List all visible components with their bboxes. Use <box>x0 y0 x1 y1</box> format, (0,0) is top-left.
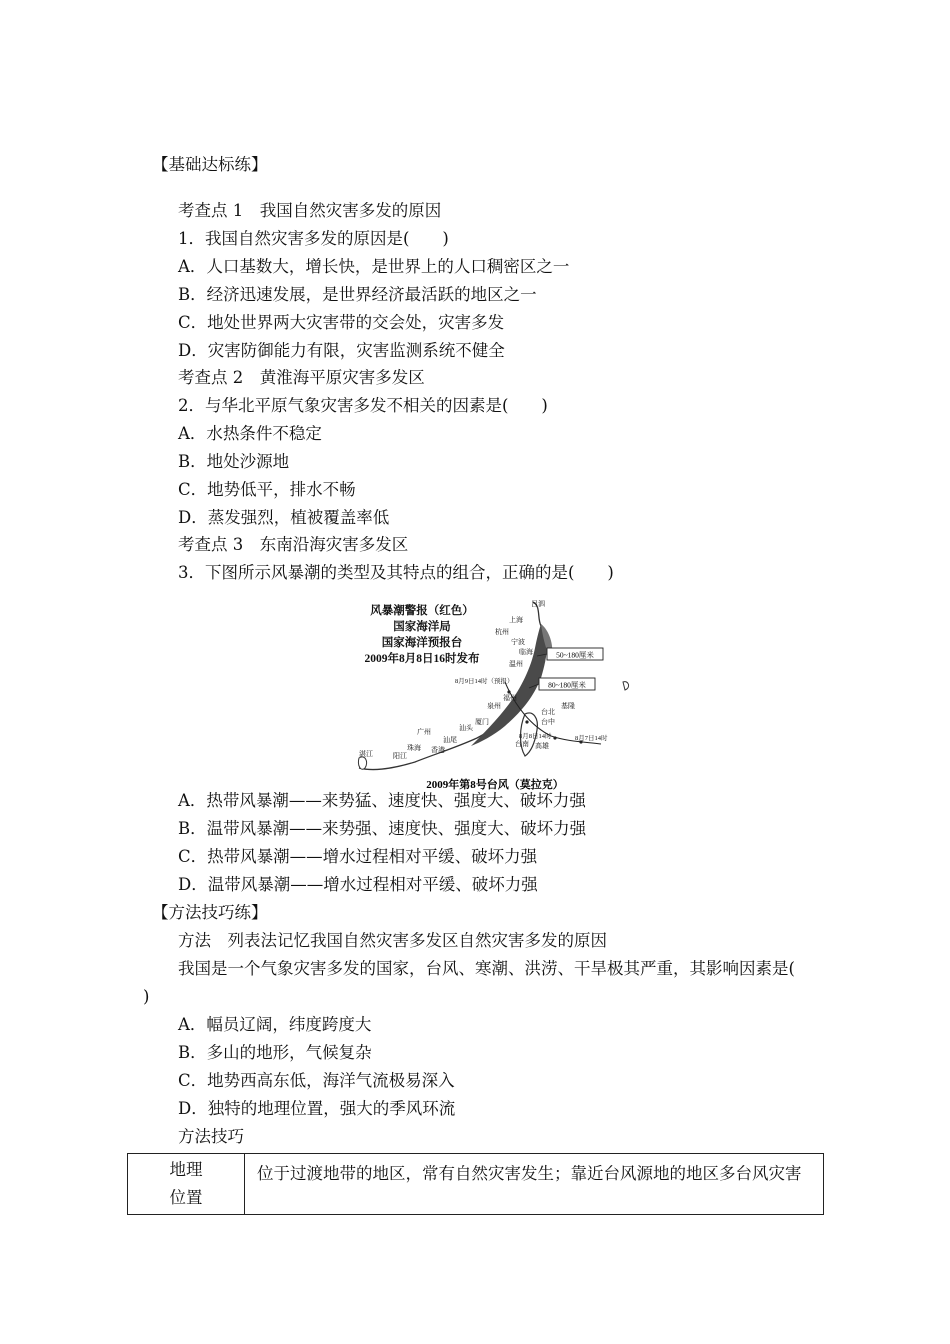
knowledge-point-2: 考查点 2 黄淮海平原灾害多发区 <box>178 368 425 387</box>
q1-option-a: A．人口基数大，增长快，是世界上的人口稠密区之一 <box>178 257 570 276</box>
city-hangzhou: 杭州 <box>495 628 509 636</box>
q3-option-b: B．温带风暴潮——来势强、速度快、强度大、破坏力强 <box>178 819 587 838</box>
question-2-stem: 2．与华北平原气象灾害多发不相关的因素是( ) <box>178 396 548 415</box>
city-quanzhou: 泉州 <box>487 702 501 710</box>
table-header-cell <box>128 1154 245 1215</box>
q1-option-b: B．经济迅速发展，是世界经济最活跃的地区之一 <box>178 285 537 304</box>
city-yangjiang: 阳江 <box>393 752 407 760</box>
city-guangzhou: 广州 <box>417 728 431 736</box>
city-zhuhai: 珠海 <box>407 744 421 752</box>
q2-option-b: B．地处沙源地 <box>178 452 290 471</box>
island-east <box>623 682 629 690</box>
city-shanghai: 上海 <box>509 616 523 624</box>
section-heading-basic: 【基础达标练】 <box>152 155 268 174</box>
city-shanwei: 汕尾 <box>443 736 457 744</box>
city-lusi: 吕泗 <box>531 600 545 608</box>
question-3-stem: 3．下图所示风暴潮的类型及其特点的组合，正确的是( ) <box>178 563 614 582</box>
track-point <box>553 736 556 739</box>
question-1-stem: 1．我国自然灾害多发的原因是( ) <box>178 229 449 248</box>
table-header-line-1: 地理 <box>169 1160 203 1179</box>
q4-option-a: A．幅员辽阔，纬度跨度大 <box>178 1015 372 1034</box>
table-row <box>128 1154 824 1215</box>
time-label-aug8: 8月8日14时 <box>519 733 552 740</box>
storm-surge-map <box>355 596 637 792</box>
q3-option-c: C．热带风暴潮——增水过程相对平缓、破坏力强 <box>178 847 538 866</box>
city-shantou: 汕头 <box>459 724 473 732</box>
map-title-line-3: 国家海洋预报台 <box>381 637 463 649</box>
tips-label: 方法技巧 <box>178 1127 244 1146</box>
q2-option-c: C．地势低平，排水不畅 <box>178 480 356 499</box>
q1-option-d: D．灾害防御能力有限，灾害监测系统不健全 <box>178 341 505 360</box>
table-header-line-2: 位置 <box>169 1188 203 1207</box>
city-tainan: 台南 <box>515 740 529 748</box>
question-4-stem-cont: ) <box>143 987 150 1006</box>
city-kaohsiung: 高雄 <box>535 742 549 750</box>
q4-option-c: C．地势西高东低，海洋气流极易深入 <box>178 1071 455 1090</box>
city-wenzhou: 温州 <box>509 660 523 668</box>
map-caption: 2009年第8号台风（莫拉克） <box>426 779 564 791</box>
method-heading: 方法 列表法记忆我国自然灾害多发区自然灾害多发的原因 <box>178 931 607 950</box>
q1-option-c: C．地处世界两大灾害带的交会处，灾害多发 <box>178 313 505 332</box>
track-point <box>525 720 528 723</box>
map-title-line-4: 2009年8月8日16时发布 <box>364 653 480 665</box>
table-content-cell: 位于过渡地带的地区，常有自然灾害发生；靠近台风源地的地区多台风灾害 <box>245 1154 824 1215</box>
city-taipei: 台北 <box>541 708 555 716</box>
surge-box-2-label: 80~180厘米 <box>548 680 586 690</box>
q3-option-a: A．热带风暴潮——来势猛、速度快、强度大、破坏力强 <box>178 791 586 810</box>
city-taichung: 台中 <box>541 718 555 726</box>
city-xiamen: 厦门 <box>475 718 489 726</box>
city-fuzhou: 福州 <box>503 694 517 702</box>
q4-option-b: B．多山的地形，气候复杂 <box>178 1043 372 1062</box>
map-title-line-2: 国家海洋局 <box>393 621 451 633</box>
surge-box-1-label: 50~180厘米 <box>556 650 594 660</box>
knowledge-point-3: 考查点 3 东南沿海灾害多发区 <box>178 535 409 554</box>
q3-option-d: D．温带风暴潮——增水过程相对平缓、破坏力强 <box>178 875 538 894</box>
time-label-aug7: 8月7日14时 <box>575 735 608 742</box>
island-west <box>358 757 366 769</box>
q2-option-d: D．蒸发强烈，植被覆盖率低 <box>178 508 390 527</box>
city-linhai: 临海 <box>519 648 533 656</box>
method-table <box>127 1153 824 1215</box>
city-ningbo: 宁波 <box>511 638 525 646</box>
city-keelung: 基隆 <box>561 702 575 710</box>
time-label-aug9: 8月9日14时（预报） <box>455 678 514 685</box>
knowledge-point-1: 考查点 1 我国自然灾害多发的原因 <box>178 201 442 220</box>
question-4-stem: 我国是一个气象灾害多发的国家，台风、寒潮、洪涝、干旱极其严重，其影响因素是( <box>178 959 795 978</box>
map-title-line-1: 风暴潮警报（红色） <box>370 605 474 617</box>
city-hongkong: 香港 <box>431 746 445 754</box>
q4-option-d: D．独特的地理位置，强大的季风环流 <box>178 1099 456 1118</box>
section-heading-method: 【方法技巧练】 <box>152 903 268 922</box>
city-zhanjiang: 湛江 <box>359 750 373 758</box>
q2-option-a: A．水热条件不稳定 <box>178 424 322 443</box>
